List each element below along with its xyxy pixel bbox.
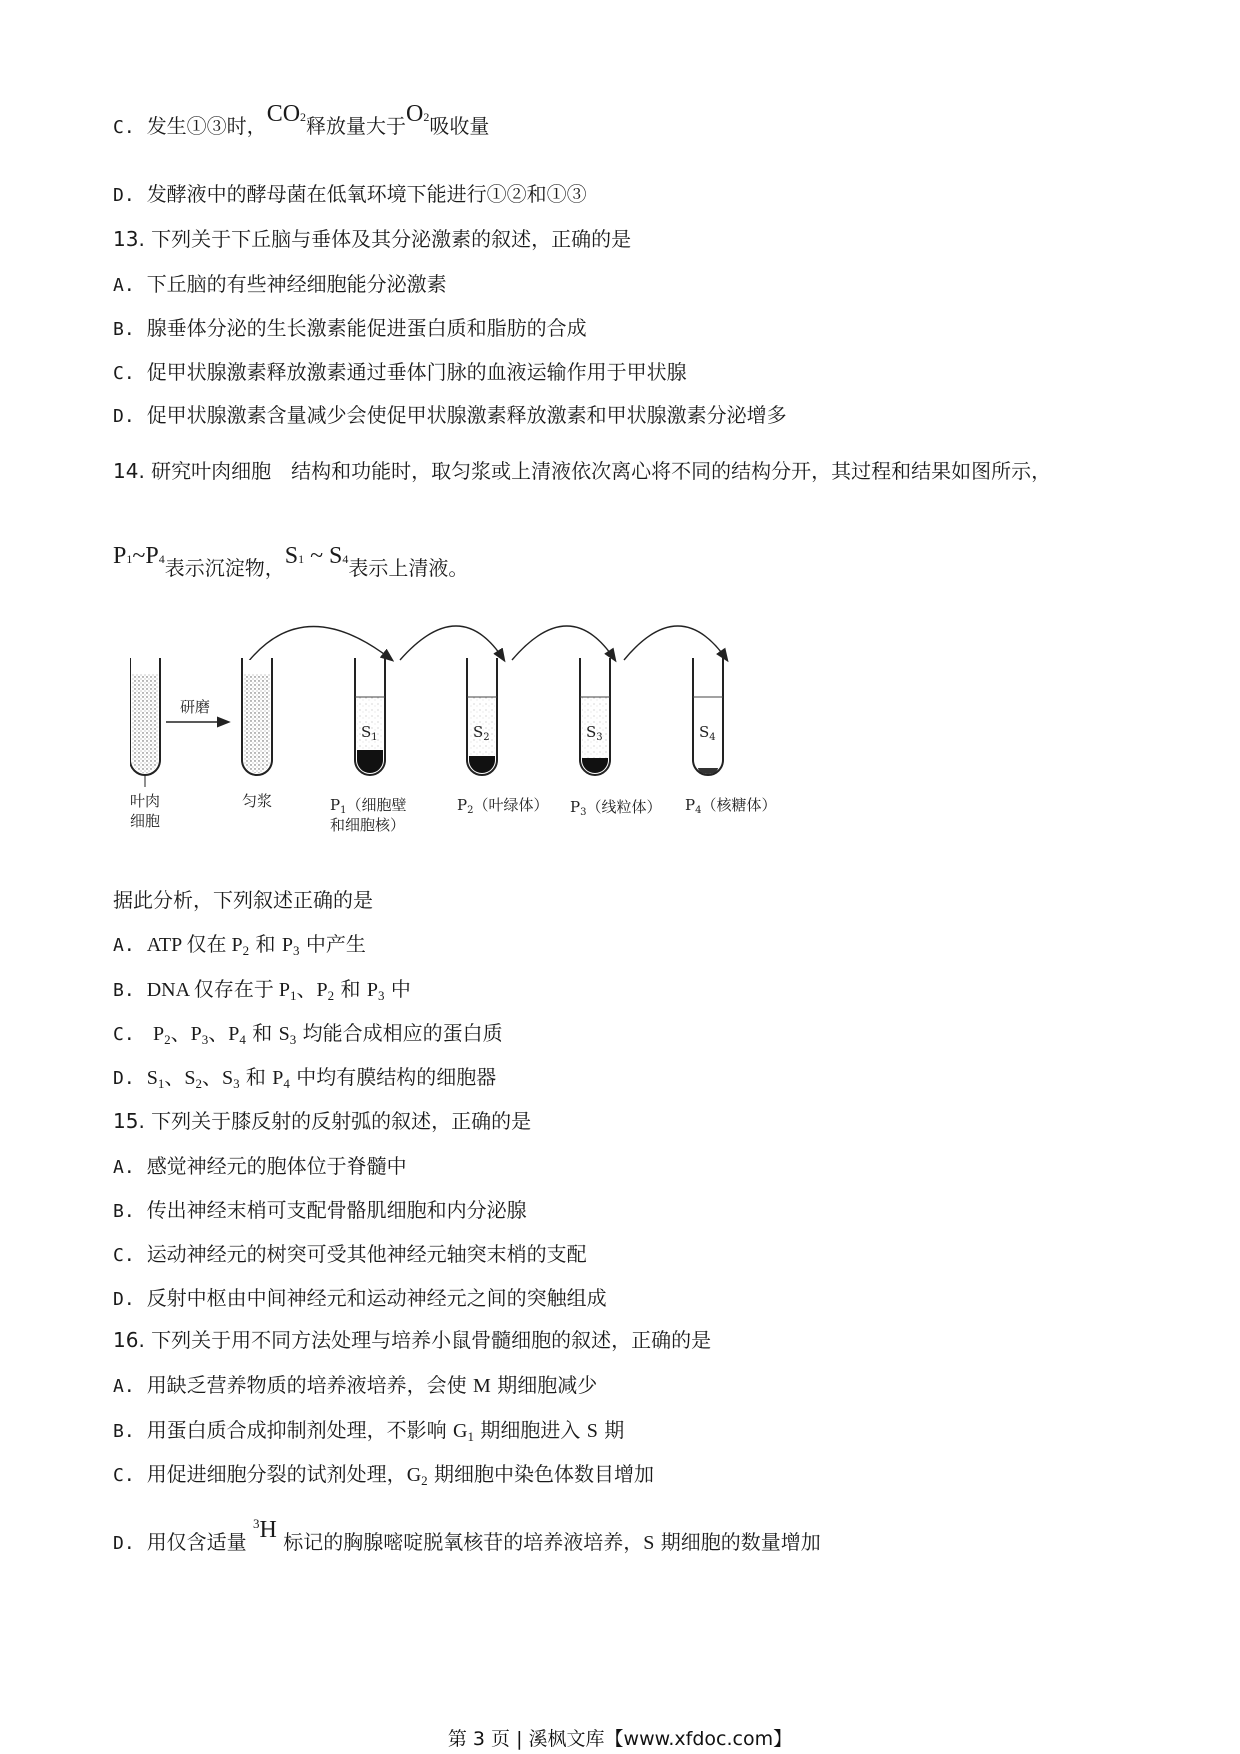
p1-label: $P_1$（细胞壁 <box>330 796 407 816</box>
p2-label: $P_2$（叶绿体） <box>457 796 549 816</box>
q15-option-a: A. 感觉神经元的胞体位于脊髓中 <box>113 1154 407 1178</box>
tube-homogenate <box>242 658 272 775</box>
p4-label: $P_4$（核糖体） <box>685 796 777 816</box>
q13-option-d: D. 促甲状腺激素含量减少会使促甲状腺激素释放激素和甲状腺激素分泌增多 <box>113 403 787 427</box>
q15-option-d: D. 反射中枢由中间神经元和运动神经元之间的突触组成 <box>113 1286 607 1310</box>
arrow-curve-3 <box>512 626 615 660</box>
q14-option-b: B. DNA 仅存在于 $P_1$、$P_2$ 和 $P_3$ 中 <box>113 977 411 1003</box>
q14-legend: P1~P4表示沉淀物，S1 ~ S4表示上清液。 <box>113 543 469 580</box>
q13-option-b: B. 腺垂体分泌的生长激素能促进蛋白质和脂肪的合成 <box>113 316 587 340</box>
q15-stem: 15. 下列关于膝反射的反射弧的叙述，正确的是 <box>113 1109 532 1133</box>
q14-option-a: A. ATP 仅在 $P_2$ 和 $P_3$ 中产生 <box>113 932 366 958</box>
p1-label-2: 和细胞核） <box>330 816 406 834</box>
q15-option-c: C. 运动神经元的树突可受其他神经元轴突末梢的支配 <box>113 1242 587 1266</box>
q16-option-a: A. 用缺乏营养物质的培养液培养，会使 M 期细胞减少 <box>113 1373 598 1397</box>
q12-option-d: D. 发酵液中的酵母菌在低氧环境下能进行①②和①③ <box>113 182 587 206</box>
tritium-symbol: $^3$H <box>253 1516 277 1543</box>
q13-stem: 13. 下列关于下丘脑与垂体及其分泌激素的叙述，正确的是 <box>113 227 632 251</box>
tube0-label-2: 细胞 <box>130 812 161 830</box>
page-footer: 第 3 页 | 溪枫文库【www.xfdoc.com】 <box>447 1728 793 1750</box>
s1-s4-label: S1 ~ S4 <box>284 543 349 569</box>
tube0-label-1: 叶肉 <box>130 792 161 810</box>
q13-option-c: C. 促甲状腺激素释放激素通过垂体门脉的血液运输作用于甲状腺 <box>113 360 687 384</box>
arrow-curve-1 <box>248 626 392 662</box>
p1-p4-label: P1~P4 <box>113 543 165 569</box>
q16-stem: 16. 下列关于用不同方法处理与培养小鼠骨髓细胞的叙述，正确的是 <box>113 1328 712 1352</box>
q16-option-b: B. 用蛋白质合成抑制剂处理，不影响 $G_1$ 期细胞进入 S 期 <box>113 1418 625 1444</box>
tube-s4-p4 <box>693 658 723 775</box>
s4-label: $S_4$ <box>699 723 716 743</box>
tube-s3-p3 <box>580 658 610 775</box>
tube-leaf-cells <box>130 658 160 787</box>
q16-option-c: C. 用促进细胞分裂的试剂处理，$G_2$ 期细胞中染色体数目增加 <box>113 1462 654 1488</box>
s1-label: $S_1$ <box>361 723 378 743</box>
arrow-curve-2 <box>400 626 504 660</box>
arrow-curve-4 <box>624 626 727 660</box>
q14-option-c: C. $P_2$、$P_3$、$P_4$ 和 $S_3$ 均能合成相应的蛋白质 <box>113 1021 503 1047</box>
centrifugation-diagram <box>130 612 810 842</box>
tube-s1-p1 <box>355 658 385 775</box>
q16-option-d: D. 用仅含适量 $^3$H 标记的胸腺嘧啶脱氧核苷的培养液培养，S 期细胞的数量增加 <box>113 1516 821 1554</box>
q15-option-b: B. 传出神经末梢可支配骨骼肌细胞和内分泌腺 <box>113 1198 527 1222</box>
s2-label: $S_2$ <box>473 723 490 743</box>
grind-label: 研磨 <box>180 698 211 716</box>
q12-option-c: C. 发生①③时，CO2释放量大于O2吸收量 <box>113 101 490 138</box>
tube-s2-p2 <box>467 658 497 775</box>
p3-label: $P_3$（线粒体） <box>570 798 662 818</box>
q14-option-d: D. $S_1$、$S_2$、$S_3$ 和 $P_4$ 中均有膜结构的细胞器 <box>113 1065 497 1091</box>
q14-lead: 据此分析，下列叙述正确的是 <box>113 888 373 912</box>
co2-formula: CO2 <box>266 101 307 127</box>
o2-formula: O2 <box>406 101 430 127</box>
s3-label: $S_3$ <box>586 723 603 743</box>
q13-option-a: A. 下丘脑的有些神经细胞能分泌激素 <box>113 272 447 296</box>
q14-stem: 14. 研究叶肉细胞 结构和功能时，取匀浆或上清液依次离心将不同的结构分开，其过程和结果如图所示， <box>113 459 1052 483</box>
tube1-label: 匀浆 <box>242 792 273 810</box>
